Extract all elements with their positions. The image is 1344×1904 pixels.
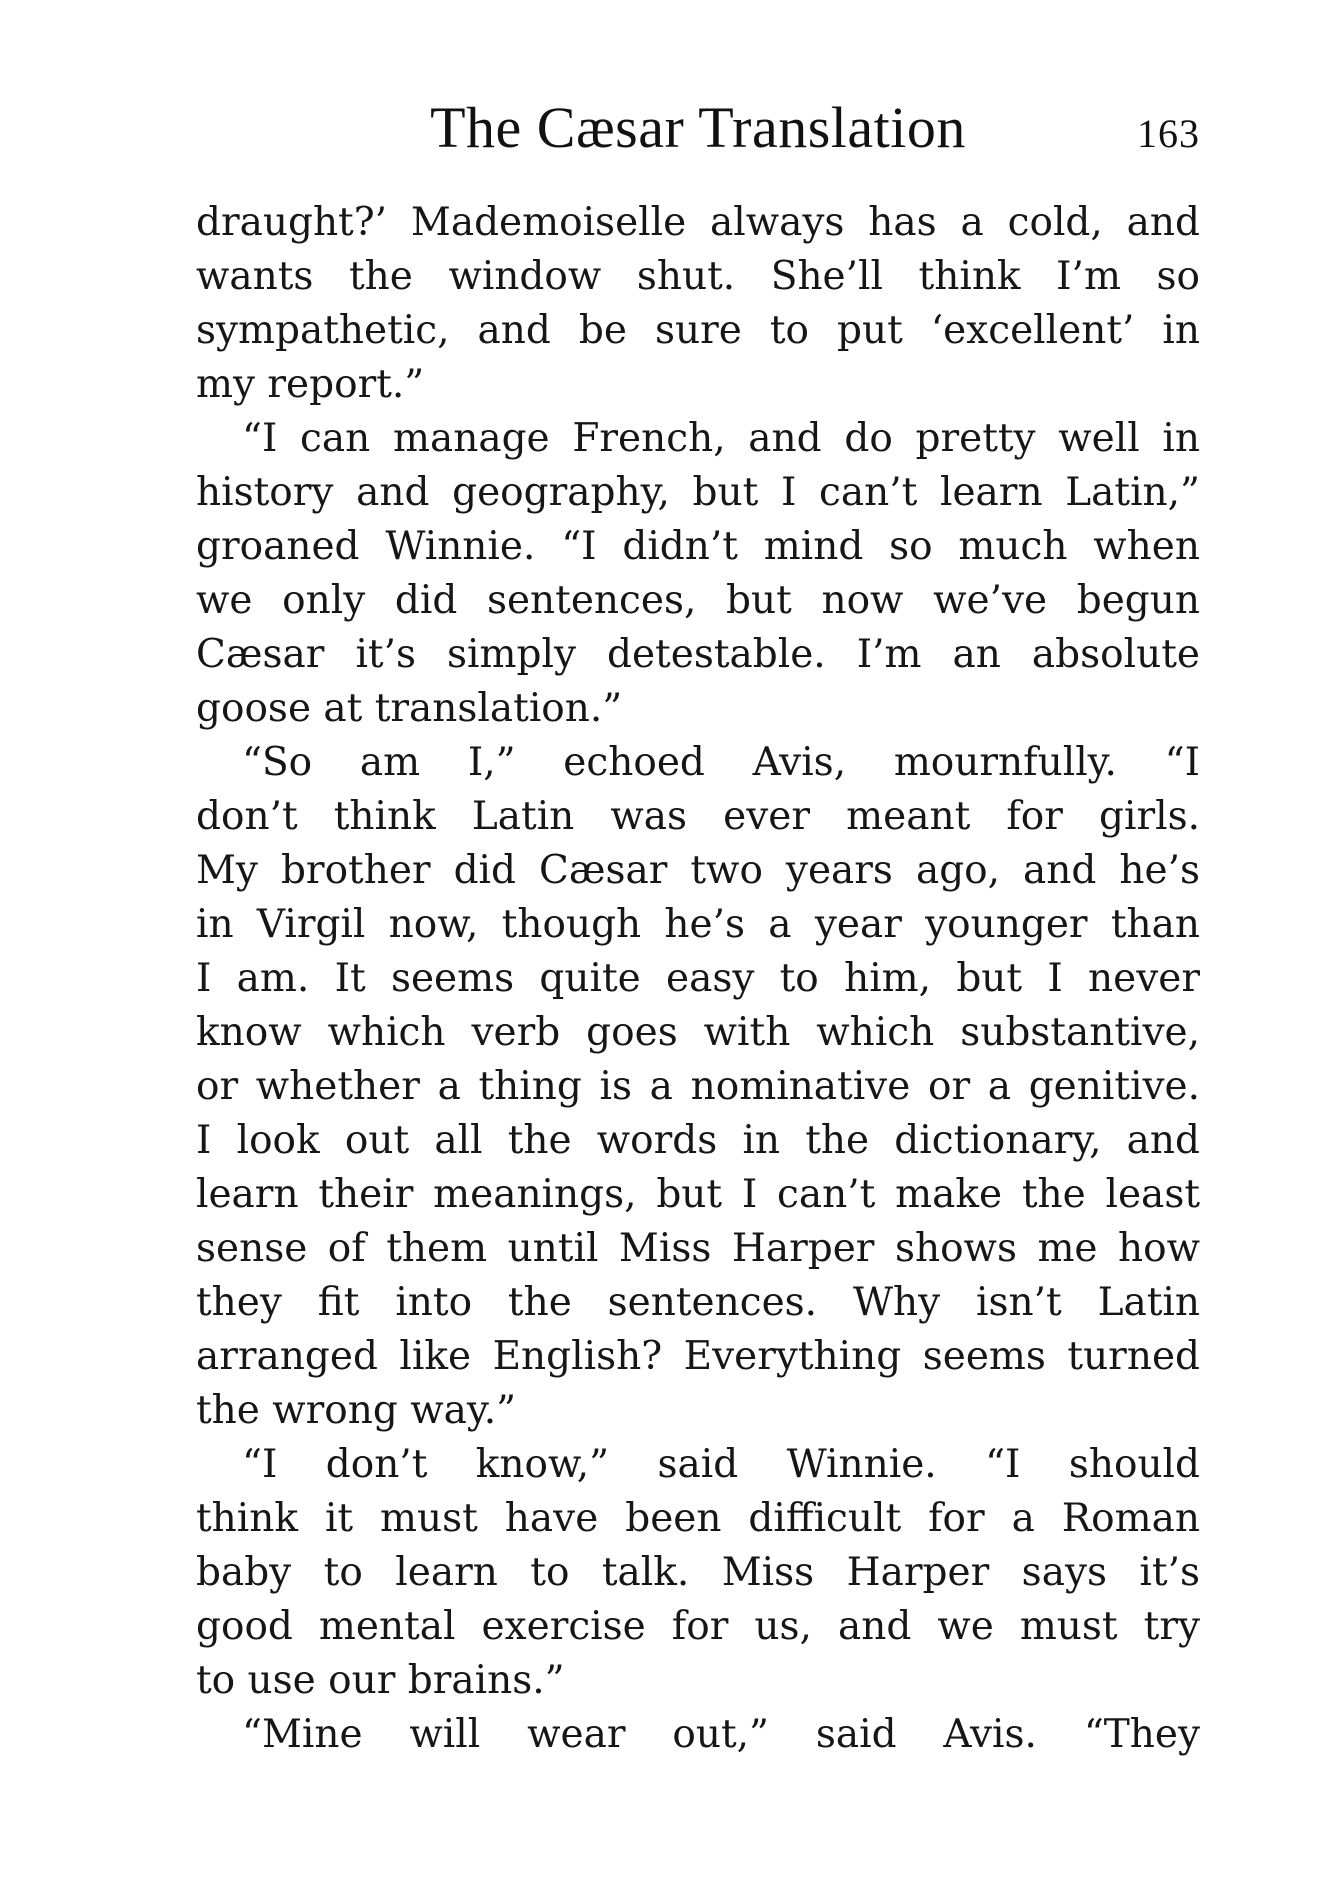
text-line: sympathetic, and be sure to put ‘excellent’ in [196,308,1200,353]
text-line: the wrong way.” [196,1388,517,1433]
text-line: good mental exercise for us, and we must try [196,1604,1200,1649]
text-line: I look out all the words in the dictionary, and [196,1118,1200,1163]
text-line: I am. It seems quite easy to him, but I never [196,956,1200,1001]
text-line: arranged like English? Everything seems turned [196,1334,1200,1379]
text-line: groaned Winnie. “I didn’t mind so much when [196,524,1200,569]
chapter-title: The Cæsar Translation [430,95,966,160]
body-text [196,196,1200,1762]
text-line: we only did sentences, but now we’ve begun [196,578,1200,623]
text-line: baby to learn to talk. Miss Harper says it’s [196,1550,1200,1595]
text-line: “So am I,” echoed Avis, mournfully. “I [242,740,1200,785]
text-line: they fit into the sentences. Why isn’t Latin [196,1280,1200,1325]
text-line: Cæsar it’s simply detestable. I’m an absolute [196,632,1200,677]
running-header [196,96,1200,166]
text-line: “I don’t know,” said Winnie. “I should [242,1442,1200,1487]
text-line: or whether a thing is a nominative or a genitive. [196,1064,1200,1109]
text-line: goose at translation.” [196,686,623,731]
text-line: learn their meanings, but I can’t make the least [196,1172,1200,1217]
text-line: don’t think Latin was ever meant for girls. [196,794,1200,839]
text-line: wants the window shut. She’ll think I’m so [196,254,1200,299]
text-line: My brother did Cæsar two years ago, and he’s [196,848,1200,893]
text-line: “Mine will wear out,” said Avis. “They [242,1712,1200,1757]
text-line: know which verb goes with which substantive, [196,1010,1200,1055]
text-line: history and geography, but I can’t learn Latin,” [196,470,1200,515]
text-line: think it must have been difficult for a Roman [196,1496,1200,1541]
text-line: draught?’ Mademoiselle always has a cold, and [196,200,1200,245]
text-line: “I can manage French, and do pretty well in [242,416,1200,461]
book-page [196,96,1200,1762]
text-line: in Virgil now, though he’s a year younger than [196,902,1200,947]
text-line: my report.” [196,362,425,407]
text-line: to use our brains.” [196,1658,565,1703]
page-number: 163 [1137,111,1200,156]
text-line: sense of them until Miss Harper shows me how [196,1226,1200,1271]
